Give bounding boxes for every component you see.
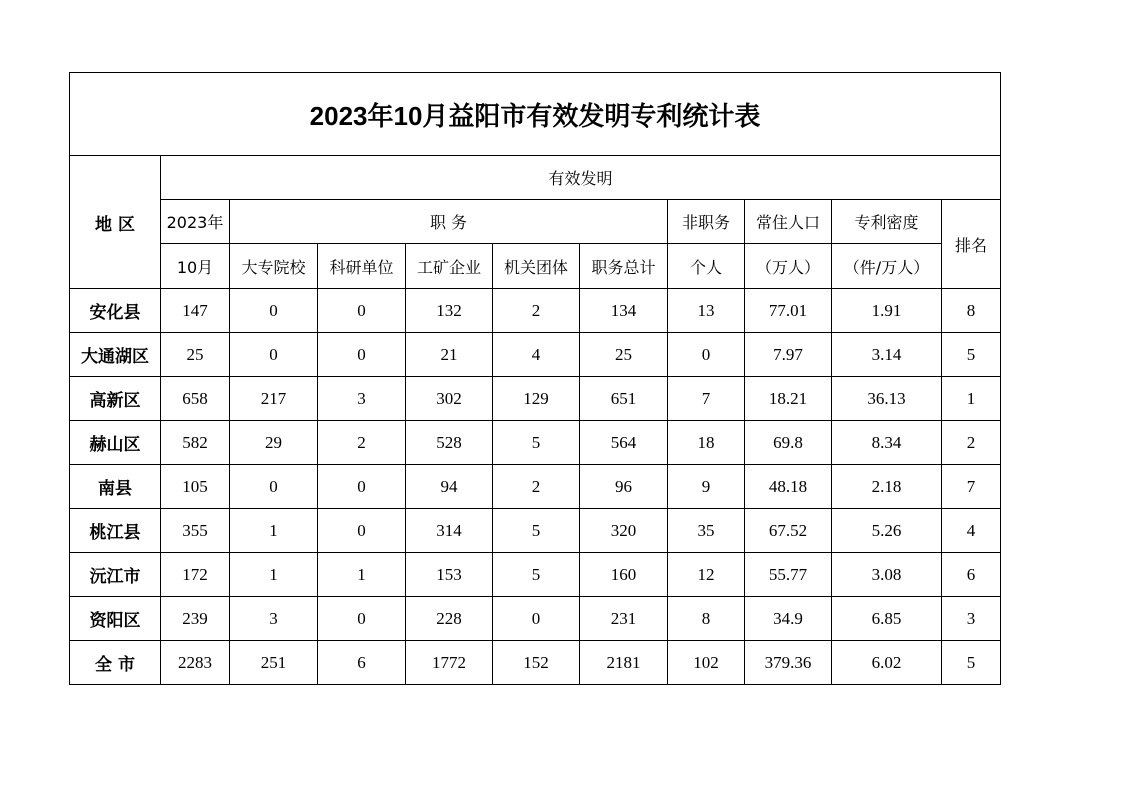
header-research: 科研单位 — [318, 244, 406, 289]
cell-industry: 132 — [406, 289, 493, 333]
cell-rank: 5 — [942, 333, 1001, 377]
cell-rank: 6 — [942, 553, 1001, 597]
header-rank: 排名 — [942, 200, 1001, 289]
cell-research: 0 — [318, 597, 406, 641]
cell-individual: 7 — [668, 377, 745, 421]
cell-individual: 18 — [668, 421, 745, 465]
cell-individual: 0 — [668, 333, 745, 377]
cell-research: 0 — [318, 509, 406, 553]
table-row — [70, 377, 1001, 421]
cell-total: 582 — [161, 421, 230, 465]
cell-density: 1.91 — [832, 289, 942, 333]
cell-density: 3.08 — [832, 553, 942, 597]
cell-research: 0 — [318, 465, 406, 509]
header-region: 地 区 — [70, 156, 161, 289]
cell-individual: 8 — [668, 597, 745, 641]
cell-industry: 314 — [406, 509, 493, 553]
cell-total: 239 — [161, 597, 230, 641]
cell-density: 6.85 — [832, 597, 942, 641]
table-row — [70, 333, 1001, 377]
cell-rank: 1 — [942, 377, 1001, 421]
header-population: 常住人口 — [745, 200, 832, 244]
header-industry: 工矿企业 — [406, 244, 493, 289]
table-row — [70, 641, 1001, 685]
header-college: 大专院校 — [230, 244, 318, 289]
cell-service-total: 651 — [580, 377, 668, 421]
cell-organization: 5 — [493, 509, 580, 553]
cell-region: 资阳区 — [70, 597, 161, 641]
cell-density: 6.02 — [832, 641, 942, 685]
cell-industry: 94 — [406, 465, 493, 509]
header-service-total: 职务总计 — [580, 244, 668, 289]
cell-total: 147 — [161, 289, 230, 333]
cell-individual: 102 — [668, 641, 745, 685]
cell-region: 高新区 — [70, 377, 161, 421]
cell-region: 沅江市 — [70, 553, 161, 597]
cell-density: 36.13 — [832, 377, 942, 421]
cell-population: 18.21 — [745, 377, 832, 421]
cell-region: 桃江县 — [70, 509, 161, 553]
header-valid-invention: 有效发明 — [161, 156, 1001, 200]
cell-organization: 152 — [493, 641, 580, 685]
cell-total: 355 — [161, 509, 230, 553]
table-row — [70, 421, 1001, 465]
cell-rank: 7 — [942, 465, 1001, 509]
cell-individual: 9 — [668, 465, 745, 509]
header-service-group: 职 务 — [230, 200, 668, 244]
cell-college: 0 — [230, 333, 318, 377]
cell-service-total: 320 — [580, 509, 668, 553]
cell-population: 77.01 — [745, 289, 832, 333]
cell-research: 6 — [318, 641, 406, 685]
cell-population: 69.8 — [745, 421, 832, 465]
cell-research: 2 — [318, 421, 406, 465]
cell-college: 3 — [230, 597, 318, 641]
cell-rank: 4 — [942, 509, 1001, 553]
cell-research: 1 — [318, 553, 406, 597]
table-row — [70, 509, 1001, 553]
cell-population: 55.77 — [745, 553, 832, 597]
cell-research: 0 — [318, 289, 406, 333]
cell-research: 3 — [318, 377, 406, 421]
cell-organization: 2 — [493, 465, 580, 509]
cell-region: 大通湖区 — [70, 333, 161, 377]
cell-population: 34.9 — [745, 597, 832, 641]
cell-organization: 4 — [493, 333, 580, 377]
cell-industry: 528 — [406, 421, 493, 465]
cell-total: 25 — [161, 333, 230, 377]
table-row — [70, 553, 1001, 597]
cell-density: 5.26 — [832, 509, 942, 553]
cell-rank: 2 — [942, 421, 1001, 465]
cell-college: 0 — [230, 289, 318, 333]
cell-density: 8.34 — [832, 421, 942, 465]
cell-total: 172 — [161, 553, 230, 597]
cell-industry: 302 — [406, 377, 493, 421]
cell-industry: 21 — [406, 333, 493, 377]
cell-organization: 2 — [493, 289, 580, 333]
cell-region: 安化县 — [70, 289, 161, 333]
cell-industry: 228 — [406, 597, 493, 641]
cell-population: 7.97 — [745, 333, 832, 377]
cell-rank: 3 — [942, 597, 1001, 641]
cell-rank: 8 — [942, 289, 1001, 333]
cell-density: 2.18 — [832, 465, 942, 509]
cell-population: 48.18 — [745, 465, 832, 509]
cell-service-total: 2181 — [580, 641, 668, 685]
cell-region: 全 市 — [70, 641, 161, 685]
header-individual: 个人 — [668, 244, 745, 289]
table-row — [70, 597, 1001, 641]
cell-total: 105 — [161, 465, 230, 509]
cell-total: 2283 — [161, 641, 230, 685]
cell-individual: 13 — [668, 289, 745, 333]
cell-region: 赫山区 — [70, 421, 161, 465]
header-density-unit: （件/万人） — [832, 244, 942, 289]
header-2023: 2023年 — [161, 200, 230, 244]
cell-organization: 129 — [493, 377, 580, 421]
table-row — [70, 465, 1001, 509]
cell-service-total: 25 — [580, 333, 668, 377]
cell-college: 0 — [230, 465, 318, 509]
cell-college: 1 — [230, 509, 318, 553]
cell-organization: 0 — [493, 597, 580, 641]
header-organization: 机关团体 — [493, 244, 580, 289]
cell-college: 251 — [230, 641, 318, 685]
cell-service-total: 160 — [580, 553, 668, 597]
cell-organization: 5 — [493, 421, 580, 465]
cell-industry: 1772 — [406, 641, 493, 685]
header-october: 10月 — [161, 244, 230, 289]
cell-rank: 5 — [942, 641, 1001, 685]
patent-statistics-table — [69, 72, 1001, 685]
patent-statistics-sheet — [69, 72, 1000, 685]
cell-college: 1 — [230, 553, 318, 597]
cell-industry: 153 — [406, 553, 493, 597]
cell-population: 67.52 — [745, 509, 832, 553]
cell-density: 3.14 — [832, 333, 942, 377]
table-row — [70, 289, 1001, 333]
cell-population: 379.36 — [745, 641, 832, 685]
cell-region: 南县 — [70, 465, 161, 509]
cell-organization: 5 — [493, 553, 580, 597]
header-population-unit: （万人） — [745, 244, 832, 289]
cell-service-total: 564 — [580, 421, 668, 465]
cell-service-total: 96 — [580, 465, 668, 509]
cell-individual: 35 — [668, 509, 745, 553]
cell-total: 658 — [161, 377, 230, 421]
header-density: 专利密度 — [832, 200, 942, 244]
cell-research: 0 — [318, 333, 406, 377]
header-non-service: 非职务 — [668, 200, 745, 244]
cell-service-total: 134 — [580, 289, 668, 333]
cell-college: 29 — [230, 421, 318, 465]
table-title: 2023年10月益阳市有效发明专利统计表 — [70, 73, 1001, 156]
cell-individual: 12 — [668, 553, 745, 597]
cell-college: 217 — [230, 377, 318, 421]
cell-service-total: 231 — [580, 597, 668, 641]
